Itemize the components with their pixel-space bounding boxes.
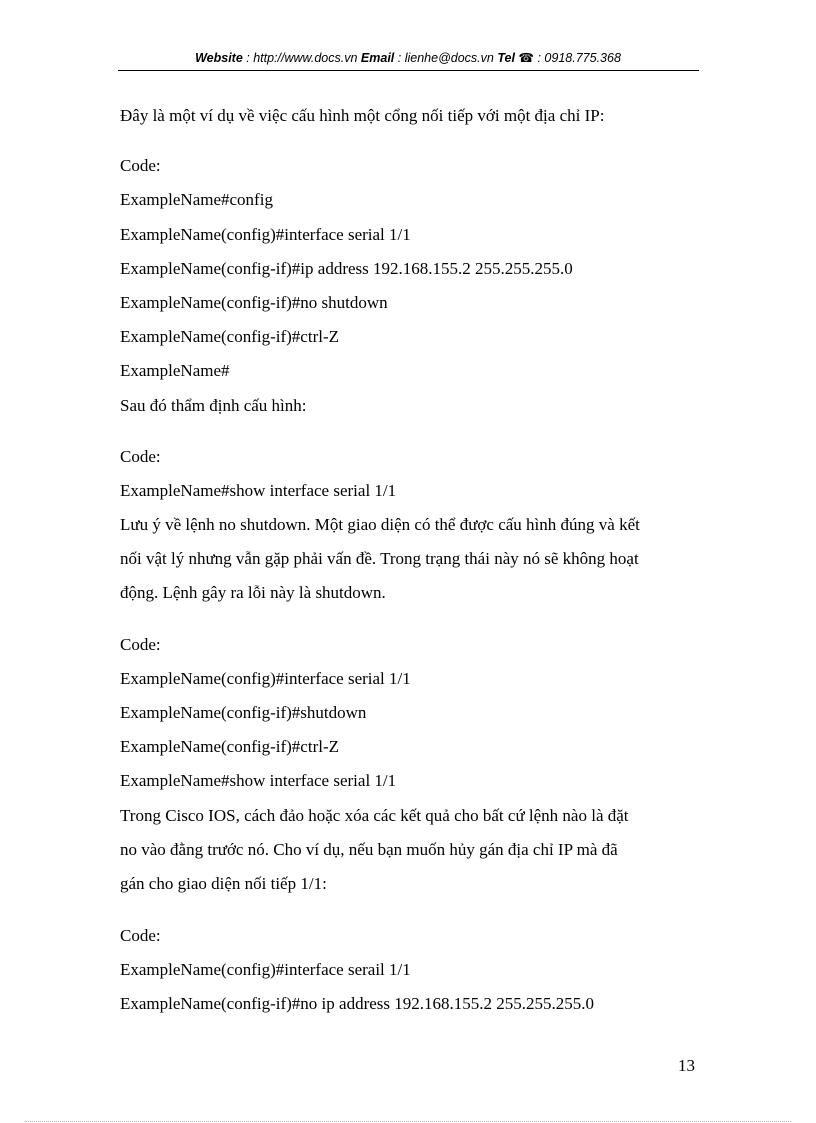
- code-line: ExampleName#show interface serial 1/1: [120, 771, 397, 790]
- paragraph-text: nối vật lý nhưng vẫn gặp phải vấn đề. Trong trạng thái này nó sẽ không hoạt: [120, 549, 639, 568]
- code-label: Code:: [120, 156, 161, 175]
- code-line: ExampleName(config)#interface serail 1/1: [120, 960, 411, 979]
- code-line: ExampleName(config-if)#ip address 192.168.155.2 255.255.255.0: [120, 259, 573, 278]
- code-line: ExampleName(config-if)#shutdown: [120, 703, 367, 722]
- code-line: ExampleName(config)#interface serial 1/1: [120, 669, 411, 688]
- code-line: ExampleName(config-if)#no ip address 192.168.155.2 255.255.255.0: [120, 994, 595, 1013]
- code-line: ExampleName(config-if)#ctrl-Z: [120, 327, 340, 346]
- website-label: Website: [195, 51, 243, 65]
- email-value[interactable]: : lienhe@docs.vn: [397, 51, 494, 65]
- intro-text: Đây là một ví dụ về việc cấu hình một cổng nối tiếp với một địa chỉ IP:: [120, 106, 605, 125]
- page-number: 13: [678, 1056, 695, 1075]
- paragraph-text: Trong Cisco IOS, cách đảo hoặc xóa các kết quả cho bất cứ lệnh nào là đặt: [120, 806, 629, 825]
- code-line: ExampleName#config: [120, 190, 273, 209]
- tel-value: : 0918.775.368: [537, 51, 621, 65]
- paragraph-text: Sau đó thẩm định cấu hình:: [120, 396, 307, 415]
- code-line: ExampleName(config-if)#ctrl-Z: [120, 737, 340, 756]
- code-label: Code:: [120, 926, 161, 945]
- page-header: [118, 50, 698, 65]
- code-line: ExampleName#: [120, 361, 230, 380]
- code-line: ExampleName(config-if)#no shutdown: [120, 293, 388, 312]
- code-line: ExampleName(config)#interface serial 1/1: [120, 225, 411, 244]
- page-bottom-border: [25, 1121, 791, 1122]
- code-label: Code:: [120, 447, 161, 466]
- code-line: ExampleName#show interface serial 1/1: [120, 481, 397, 500]
- header-divider: [118, 70, 699, 71]
- paragraph-text: Lưu ý về lệnh no shutdown. Một giao diện có thể được cấu hình đúng và kết: [120, 515, 640, 534]
- email-label: Email: [360, 51, 395, 65]
- phone-icon: ☎: [518, 51, 534, 65]
- paragraph-text: động. Lệnh gây ra lỗi này là shutdown.: [120, 583, 386, 602]
- tel-label: Tel: [497, 51, 515, 65]
- paragraph-text: gán cho giao diện nối tiếp 1/1:: [120, 874, 327, 893]
- paragraph-text: no vào đằng trước nó. Cho ví dụ, nếu bạn muốn hủy gán địa chỉ IP mà đã: [120, 840, 618, 859]
- website-value[interactable]: : http://www.docs.vn: [246, 51, 358, 65]
- code-label: Code:: [120, 635, 161, 654]
